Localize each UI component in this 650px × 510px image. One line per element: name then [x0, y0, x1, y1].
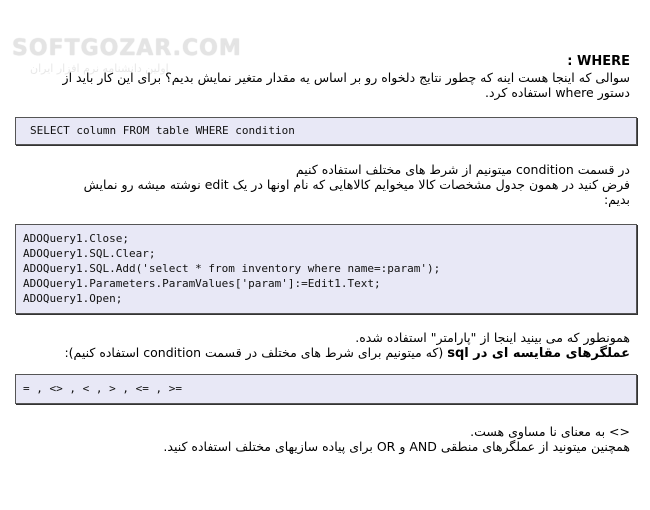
- operators-title: عملگرهای مقایسه ای در sql: [447, 346, 630, 361]
- text-line: در قسمت condition میتونیم از شرط های مختلف استفاده کنیم: [295, 162, 630, 177]
- code-line: SELECT column FROM table WHERE condition: [30, 124, 295, 137]
- code-line: ADOQuery1.Parameters.ParamValues['param']:=Edit1.Text;: [23, 277, 381, 290]
- code-line: ADOQuery1.Open;: [23, 292, 123, 305]
- logic-paragraph: [20, 424, 630, 454]
- text-line: همونطور که می بینید اینجا از "پارامتر" استفاده شده.: [355, 330, 630, 345]
- parameter-paragraph: [20, 330, 630, 361]
- watermark-subtitle: اولین دانشنامه نرم افزار ایران: [30, 62, 169, 75]
- code-block-syntax: [15, 117, 637, 145]
- code-block-operators: [15, 374, 637, 404]
- text-line: بدیم:: [603, 192, 630, 207]
- text-line: سوالی که اینجا هست اینه که چطور نتایج دلخواه رو بر اساس یه مقدار متغیر نمایش بدیم؟ برای این کار باید از: [62, 70, 630, 85]
- condition-paragraph: [20, 162, 630, 207]
- text-line: دستور where استفاده کرد.: [485, 85, 630, 100]
- text-line: همچنین میتونید از عملگرهای منطقی AND و OR برای پیاده سازیهای مختلف استفاده کنید.: [163, 439, 630, 454]
- code-block-delphi: [15, 224, 637, 314]
- code-line: ADOQuery1.SQL.Clear;: [23, 247, 156, 260]
- text-line: فرض کنید در همون جدول مشخصات کالا میخوایم کالاهایی که نام اونها در یک edit نوشته میشه رو نمایش: [83, 177, 630, 192]
- operators-heading: [20, 345, 630, 361]
- intro-paragraph: [20, 70, 630, 100]
- text-line: <> به معنای نا مساوی هست.: [470, 424, 630, 439]
- code-line: = , <> , < , > , <= , >=: [23, 382, 182, 395]
- code-line: ADOQuery1.Close;: [23, 232, 129, 245]
- watermark-logo: SOFTGOZAR.COM: [12, 36, 242, 61]
- operators-note: (که میتونیم برای شرط های مختلف در قسمت condition استفاده کنیم):: [64, 345, 448, 360]
- code-line: ADOQuery1.SQL.Add('select * from inventory where name=:param');: [23, 262, 441, 275]
- section-heading: WHERE :: [567, 54, 630, 69]
